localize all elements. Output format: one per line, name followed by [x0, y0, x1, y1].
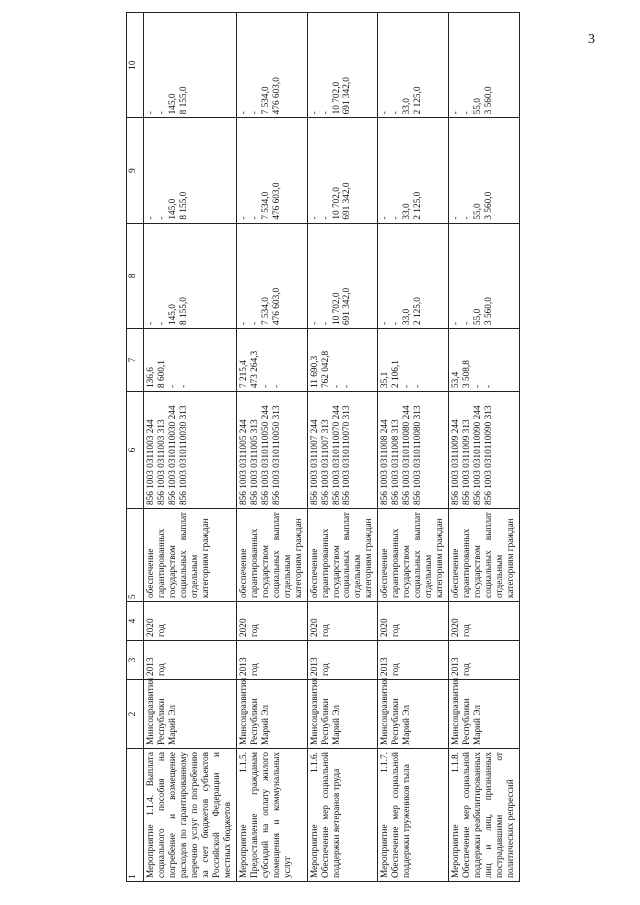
value-col-10-line: 3 560,0	[484, 86, 495, 115]
value-col-7-line: 11 690,3	[309, 355, 320, 388]
value-col-10	[378, 13, 449, 118]
value-col-7-line: -	[473, 384, 484, 388]
value-col-7-line: 35,1	[380, 371, 391, 388]
page-number: 3	[588, 32, 595, 47]
col-header-2: 2	[127, 680, 144, 749]
value-col-8-line: 33,0	[402, 308, 413, 325]
value-col-9-line: 33,0	[402, 203, 413, 220]
table-row	[236, 13, 307, 882]
value-col-7-line: 762 042,8	[320, 350, 331, 388]
start-year: 2013 год	[236, 641, 307, 680]
value-col-8-line: 7 534,0	[260, 297, 271, 325]
expected-result: обеспечение гарантированных государством социальных выплат отдельным категориям граждан	[307, 509, 378, 602]
end-year: 2020 год	[144, 602, 237, 641]
activity-name: Мероприятие 1.1.6. Обеспечение мер социальной поддержки ветеранов труда	[307, 749, 378, 882]
value-col-8-line: 55,0	[473, 308, 484, 325]
end-year: 2020 год	[449, 602, 520, 641]
value-col-7-line: -	[260, 384, 271, 388]
budget-codes-line: 856 1003 0311005 244	[238, 419, 249, 505]
col-header-6: 6	[127, 392, 144, 509]
col-header-7: 7	[127, 329, 144, 392]
end-year: 2020 год	[236, 602, 307, 641]
value-col-9-line: -	[462, 216, 473, 220]
value-col-7-line: 8 600,1	[156, 360, 167, 388]
end-year: 2020 год	[307, 602, 378, 641]
value-col-9-line: -	[391, 216, 402, 220]
budget-codes-line: 856 1003 0311007 313	[320, 419, 331, 505]
value-col-7	[449, 329, 520, 392]
rotated-table-sheet	[126, 12, 626, 882]
value-col-7-line: -	[271, 384, 282, 388]
executor: Минсоцразвития Республики Марий Эл	[307, 680, 378, 749]
value-col-8	[378, 223, 449, 328]
value-col-8	[144, 223, 237, 328]
executor: Минсоцразвития Республики Марий Эл	[144, 680, 237, 749]
value-col-8-line: -	[451, 321, 462, 325]
value-col-10-line: -	[238, 111, 249, 115]
value-col-7-line: -	[413, 384, 424, 388]
value-col-9-line: -	[380, 216, 391, 220]
value-col-10	[449, 13, 520, 118]
col-header-5: 5	[127, 509, 144, 602]
budget-codes-line: 856 1003 0310110050 244	[260, 405, 271, 505]
value-col-7	[307, 329, 378, 392]
budget-codes-line: 856 1003 0310110070 244	[331, 405, 342, 505]
value-col-10-line: -	[156, 111, 167, 115]
budget-codes-line: 856 1003 0310110030 244	[167, 405, 178, 505]
value-col-9-line: -	[156, 216, 167, 220]
value-col-10-line: -	[391, 111, 402, 115]
value-col-8-line: -	[462, 321, 473, 325]
value-col-10-line: 8 155,0	[178, 86, 189, 115]
value-col-7-line: 3 508,8	[462, 360, 473, 388]
value-col-7-line: -	[342, 384, 353, 388]
end-year: 2020 год	[378, 602, 449, 641]
executor: Минсоцразвития Республики Марий Эл	[378, 680, 449, 749]
table-body	[144, 13, 520, 882]
value-col-8-line: -	[249, 321, 260, 325]
value-col-7	[378, 329, 449, 392]
budget-codes	[307, 392, 378, 509]
budget-codes-line: 856 1003 0311008 244	[380, 419, 391, 505]
start-year: 2013 год	[144, 641, 237, 680]
value-col-8-line: 2 125,0	[413, 297, 424, 325]
value-col-10-line: -	[462, 111, 473, 115]
budget-codes-line: 856 1003 0310110090 313	[484, 405, 495, 505]
expected-result: обеспечение гарантированных государством социальных выплат отдельным категориям граждан	[378, 509, 449, 602]
value-col-9	[378, 118, 449, 223]
activity-name: Мероприятие 1.1.8. Обеспечение мер социальной поддержки реабилитированных лиц и лиц, признанных пострадавшими от политических репрессий	[449, 749, 520, 882]
budget-codes-line: 856 1003 0311003 244	[146, 419, 156, 505]
start-year: 2013 год	[307, 641, 378, 680]
executor: Минсоцразвития Республики Марий Эл	[449, 680, 520, 749]
value-col-8-line: 10 702,0	[331, 292, 342, 325]
value-col-8-line: 476 603,0	[271, 287, 282, 325]
value-col-7-line: -	[331, 384, 342, 388]
start-year: 2013 год	[449, 641, 520, 680]
budget-codes-line: 856 1003 0310110080 244	[402, 405, 413, 505]
budget-codes-line: 856 1003 0310110090 244	[473, 405, 484, 505]
value-col-10-line: 691 342,0	[342, 77, 353, 115]
value-col-9-line: 55,0	[473, 203, 484, 220]
value-col-9-line: -	[309, 216, 320, 220]
budget-codes-line: 856 1003 0310110030 313	[178, 405, 189, 505]
value-col-9	[307, 118, 378, 223]
executor: Минсоцразвития Республики Марий Эл	[236, 680, 307, 749]
value-col-10	[236, 13, 307, 118]
value-col-7-line: 53,4	[451, 371, 462, 388]
activity-name: Мероприятие 1.1.5. Предоставление гражданам субсидий на оплату жилого помещения и коммунальных услуг	[236, 749, 307, 882]
value-col-8	[449, 223, 520, 328]
value-col-10-line: 10 702,0	[331, 81, 342, 115]
value-col-8-line: -	[391, 321, 402, 325]
value-col-9	[236, 118, 307, 223]
value-col-9-line: 691 342,0	[342, 182, 353, 220]
value-col-8-line: 8 155,0	[178, 297, 189, 325]
header-row	[127, 13, 144, 882]
value-col-10-line: 55,0	[473, 98, 484, 115]
value-col-7-line: -	[167, 384, 178, 388]
col-header-9: 9	[127, 118, 144, 223]
activity-name: Мероприятие 1.1.4. Выплата социального пособия на погребение и возмещение расходов по гарантированному перечню услуг по погребению за счет бюджетов субъектов Российской Федерации и местных бюджетов	[144, 749, 237, 882]
value-col-9-line: -	[451, 216, 462, 220]
value-col-10-line: 33,0	[402, 98, 413, 115]
value-col-10-line: 2 125,0	[413, 86, 424, 115]
table-row	[144, 13, 237, 882]
budget-codes-line: 856 1003 0311005 313	[249, 419, 260, 505]
budget-codes	[144, 392, 237, 509]
value-col-7-line: 2 106,1	[391, 360, 402, 388]
budget-codes-line: 856 1003 0310110080 313	[413, 405, 424, 505]
table-row	[307, 13, 378, 882]
col-header-4: 4	[127, 602, 144, 641]
value-col-7	[236, 329, 307, 392]
start-year: 2013 год	[378, 641, 449, 680]
value-col-9-line: 2 125,0	[413, 191, 424, 220]
col-header-8: 8	[127, 223, 144, 328]
value-col-9-line: 8 155,0	[178, 191, 189, 220]
value-col-7-line: 136,6	[146, 367, 156, 388]
value-col-7-line: 7 215,4	[238, 360, 249, 388]
value-col-10-line: 476 603,0	[271, 77, 282, 115]
value-col-9-line: 476 603,0	[271, 182, 282, 220]
value-col-7	[144, 329, 237, 392]
value-col-10-line: -	[451, 111, 462, 115]
budget-codes	[449, 392, 520, 509]
value-col-7-line: -	[178, 384, 189, 388]
value-col-10-line: 7 534,0	[260, 86, 271, 115]
value-col-9-line: -	[146, 216, 156, 220]
expected-result: обеспечение гарантированных государством социальных выплат отдельным категориям граждан	[449, 509, 520, 602]
budget-codes-line: 856 1003 0311009 244	[451, 419, 462, 505]
table-row	[378, 13, 449, 882]
value-col-8-line: -	[309, 321, 320, 325]
col-header-1: 1	[127, 749, 144, 882]
activity-name: Мероприятие 1.1.7. Обеспечение мер социальной поддержки тружеников тыла	[378, 749, 449, 882]
value-col-7-line: 473 264,3	[249, 350, 260, 388]
budget-codes-line: 856 1003 0311003 313	[156, 419, 167, 505]
budget-codes	[378, 392, 449, 509]
table-row	[449, 13, 520, 882]
value-col-8-line: 691 342,0	[342, 287, 353, 325]
value-col-10	[307, 13, 378, 118]
budget-codes	[236, 392, 307, 509]
value-col-10-line: -	[146, 111, 156, 115]
budget-codes-line: 856 1003 0311008 313	[391, 419, 402, 505]
program-activities-table	[126, 12, 520, 882]
budget-codes-line: 856 1003 0311007 244	[309, 419, 320, 505]
value-col-7-line: -	[402, 384, 413, 388]
value-col-8	[236, 223, 307, 328]
col-header-3: 3	[127, 641, 144, 680]
value-col-10-line: -	[380, 111, 391, 115]
expected-result: обеспечение гарантированных государством социальных выплат отдельным категориям граждан	[236, 509, 307, 602]
value-col-9-line: 10 702,0	[331, 187, 342, 220]
value-col-8-line: -	[380, 321, 391, 325]
value-col-9-line: -	[320, 216, 331, 220]
value-col-9	[449, 118, 520, 223]
expected-result: обеспечение гарантированных государством социальных выплат отдельным категориям граждан	[144, 509, 237, 602]
value-col-9-line: 3 560,0	[484, 191, 495, 220]
value-col-7-line: -	[484, 384, 495, 388]
value-col-8-line: 3 560,0	[484, 297, 495, 325]
col-header-10: 10	[127, 13, 144, 118]
value-col-8-line: -	[238, 321, 249, 325]
value-col-8-line: -	[156, 321, 167, 325]
value-col-10-line: -	[309, 111, 320, 115]
budget-codes-line: 856 1003 0311009 313	[462, 419, 473, 505]
budget-codes-line: 856 1003 0310110050 313	[271, 405, 282, 505]
value-col-9-line: 145,0	[167, 198, 178, 220]
value-col-9-line: -	[238, 216, 249, 220]
value-col-9-line: -	[249, 216, 260, 220]
value-col-10	[144, 13, 237, 118]
value-col-10-line: -	[320, 111, 331, 115]
value-col-9-line: 7 534,0	[260, 191, 271, 220]
value-col-8	[307, 223, 378, 328]
value-col-8-line: 145,0	[167, 304, 178, 325]
value-col-10-line: 145,0	[167, 93, 178, 115]
value-col-8-line: -	[320, 321, 331, 325]
value-col-10-line: -	[249, 111, 260, 115]
value-col-9	[144, 118, 237, 223]
value-col-8-line: -	[146, 321, 156, 325]
budget-codes-line: 856 1003 0310110070 313	[342, 405, 353, 505]
